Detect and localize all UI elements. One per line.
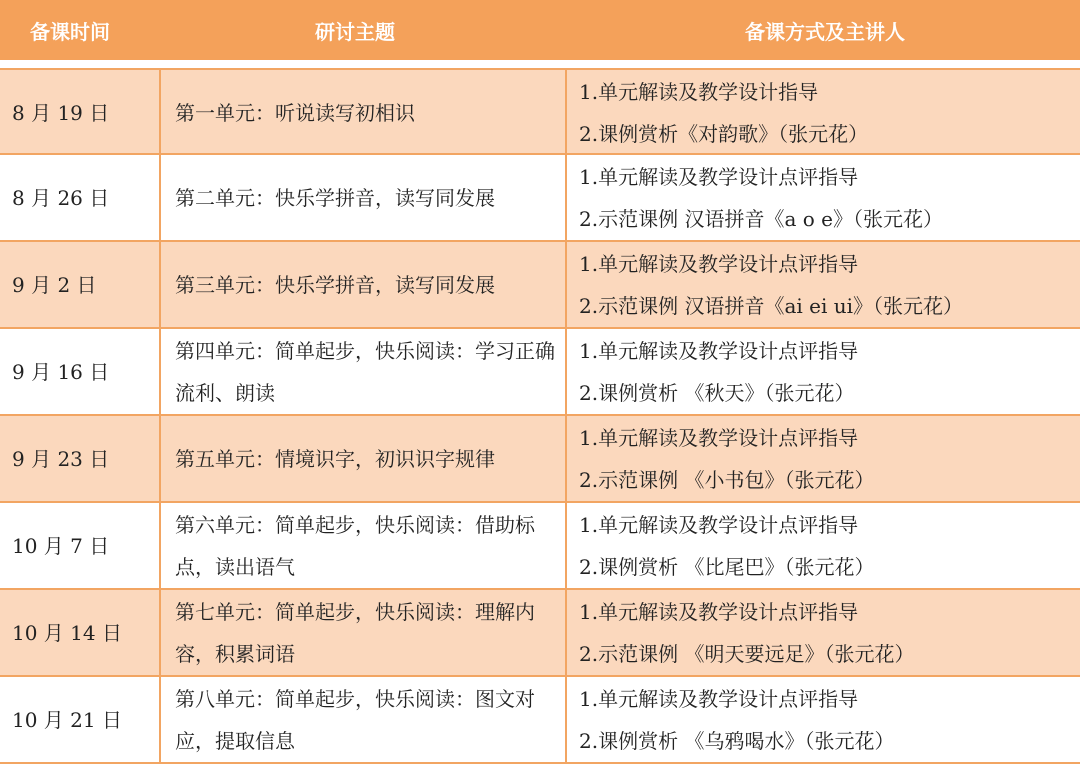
date-cell: 8 月 26 日 [0, 155, 161, 240]
method-line-1: 1.单元解读及教学设计点评指导 [579, 599, 859, 624]
method-line-1: 1.单元解读及教学设计点评指导 [579, 512, 859, 537]
method-line-1: 1.单元解读及教学设计点评指导 [579, 164, 859, 189]
date-cell: 10 月 14 日 [0, 590, 161, 675]
table-row [0, 155, 1080, 242]
method-line-1: 1.单元解读及教学设计点评指导 [579, 338, 859, 363]
table-row [0, 416, 1080, 503]
table-row [0, 590, 1080, 677]
table-header [0, 0, 1080, 60]
method-cell [567, 503, 1080, 588]
method-line-2: 2.示范课例 汉语拼音《a o e》（张元花） [579, 206, 943, 231]
method-line-2: 2.课例赏析 《乌鸦喝水》（张元花） [579, 728, 895, 753]
date-cell: 10 月 7 日 [0, 503, 161, 588]
method-line-2: 2.课例赏析 《比尾巴》（张元花） [579, 554, 875, 579]
header-method: 备课方式及主讲人 [745, 19, 905, 44]
method-line-1: 1.单元解读及教学设计指导 [579, 79, 819, 104]
date-cell: 9 月 2 日 [0, 242, 161, 327]
method-cell [567, 677, 1080, 762]
method-line-2: 2.课例赏析《对韵歌》（张元花） [579, 121, 869, 146]
date-cell: 10 月 21 日 [0, 677, 161, 762]
date-cell: 9 月 23 日 [0, 416, 161, 501]
method-line-1: 1.单元解读及教学设计点评指导 [579, 686, 859, 711]
date-cell: 8 月 19 日 [0, 70, 161, 155]
topic-cell: 第三单元：快乐学拼音，读写同发展 [161, 242, 567, 327]
method-line-2: 2.示范课例 汉语拼音《ai ei ui》（张元花） [579, 293, 963, 318]
table-row [0, 242, 1080, 329]
method-cell [567, 70, 1080, 155]
method-cell [567, 155, 1080, 240]
topic-cell: 第六单元：简单起步，快乐阅读：借助标点，读出语气 [161, 503, 567, 588]
topic-cell: 第七单元：简单起步，快乐阅读：理解内容，积累词语 [161, 590, 567, 675]
table-row [0, 503, 1080, 590]
header-date: 备课时间 [30, 19, 110, 44]
method-cell [567, 590, 1080, 675]
topic-cell: 第一单元：听说读写初相识 [161, 70, 567, 155]
topic-cell: 第二单元：快乐学拼音，读写同发展 [161, 155, 567, 240]
table-row [0, 677, 1080, 764]
method-cell [567, 242, 1080, 327]
method-line-2: 2.课例赏析 《秋天》（张元花） [579, 380, 855, 405]
method-line-1: 1.单元解读及教学设计点评指导 [579, 425, 859, 450]
method-line-2: 2.示范课例 《明天要远足》（张元花） [579, 641, 915, 666]
topic-cell: 第四单元：简单起步，快乐阅读：学习正确流利、朗读 [161, 329, 567, 414]
method-cell [567, 416, 1080, 501]
header-gap [0, 60, 1080, 68]
date-cell: 9 月 16 日 [0, 329, 161, 414]
method-line-2: 2.示范课例 《小书包》（张元花） [579, 467, 875, 492]
table-row [0, 329, 1080, 416]
topic-cell: 第八单元：简单起步，快乐阅读：图文对应，提取信息 [161, 677, 567, 762]
method-line-1: 1.单元解读及教学设计点评指导 [579, 251, 859, 276]
header-topic: 研讨主题 [315, 19, 395, 44]
topic-cell: 第五单元：情境识字，初识识字规律 [161, 416, 567, 501]
table-row [0, 68, 1080, 155]
method-cell [567, 329, 1080, 414]
